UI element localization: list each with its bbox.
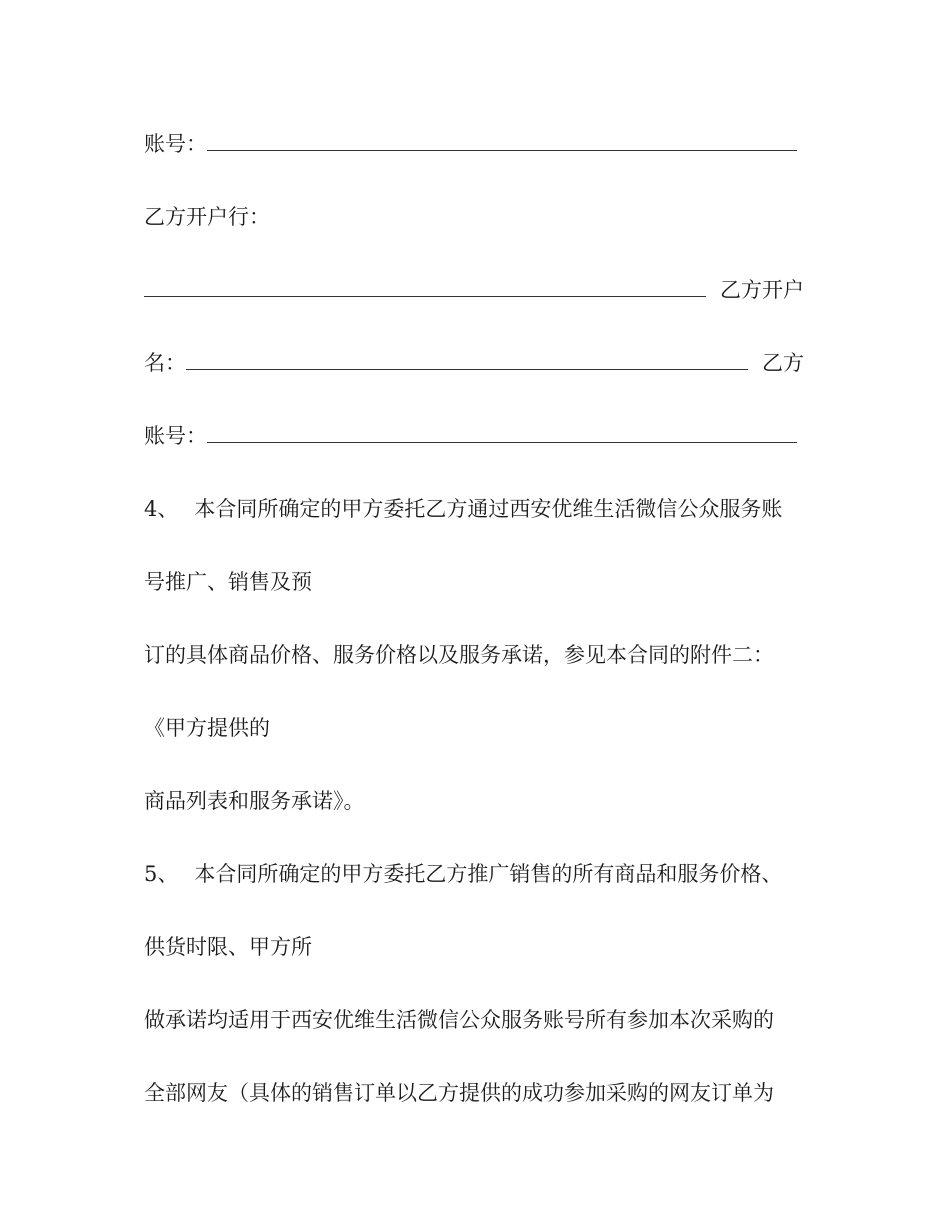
paragraph-text: 供货时限、甲方所 [144, 935, 312, 959]
party-b-account-name-prefix: 乙方开户 [720, 278, 804, 302]
paragraph-text: 做承诺均适用于西安优维生活微信公众服务账号所有参加本次采购的 [144, 1008, 774, 1032]
account-name-row [144, 349, 806, 377]
name-label: 名： [144, 351, 186, 375]
item-5-line-4 [144, 1079, 806, 1107]
item-4-line-1 [144, 495, 806, 523]
party-b-bank-blank [144, 295, 706, 297]
paragraph-text: 订的具体商品价格、服务价格以及服务承诺，参见本合同的附件二： [144, 643, 774, 667]
party-b-bank-label: 乙方开户行： [144, 205, 270, 229]
account-label: 账号： [144, 132, 207, 156]
item-5-number: 5、 [144, 862, 179, 886]
account-label: 账号： [144, 424, 207, 448]
paragraph-text: 商品列表和服务承诺》。 [144, 789, 365, 813]
paragraph-text: 全部网友（具体的销售订单以乙方提供的成功参加采购的网友订单为 [144, 1081, 774, 1105]
party-b-prefix: 乙方 [762, 351, 804, 375]
item-5-line-1 [144, 860, 806, 888]
item-4-line-2 [144, 568, 806, 596]
item-4-line-3 [144, 641, 806, 669]
paragraph-text: 《甲方提供的 [144, 716, 270, 740]
account-number-blank [207, 149, 797, 151]
party-b-bank-blank-row [144, 276, 806, 304]
paragraph-text: 号推广、销售及预 [144, 570, 312, 594]
account-number-row-2 [144, 422, 806, 450]
item-4-text: 本合同所确定的甲方委托乙方通过西安优维生活微信公众服务账 [194, 497, 783, 521]
item-5-line-3 [144, 1006, 806, 1034]
item-4-number: 4、 [144, 497, 179, 521]
account-number-row-1 [144, 130, 806, 158]
account-number-blank [207, 441, 797, 443]
item-5-line-2 [144, 933, 806, 961]
item-5-text: 本合同所确定的甲方委托乙方推广销售的所有商品和服务价格、 [194, 862, 783, 886]
item-4-line-5 [144, 787, 806, 815]
item-4-line-4 [144, 714, 806, 742]
party-b-bank-row [144, 203, 806, 231]
account-name-blank [186, 368, 748, 370]
